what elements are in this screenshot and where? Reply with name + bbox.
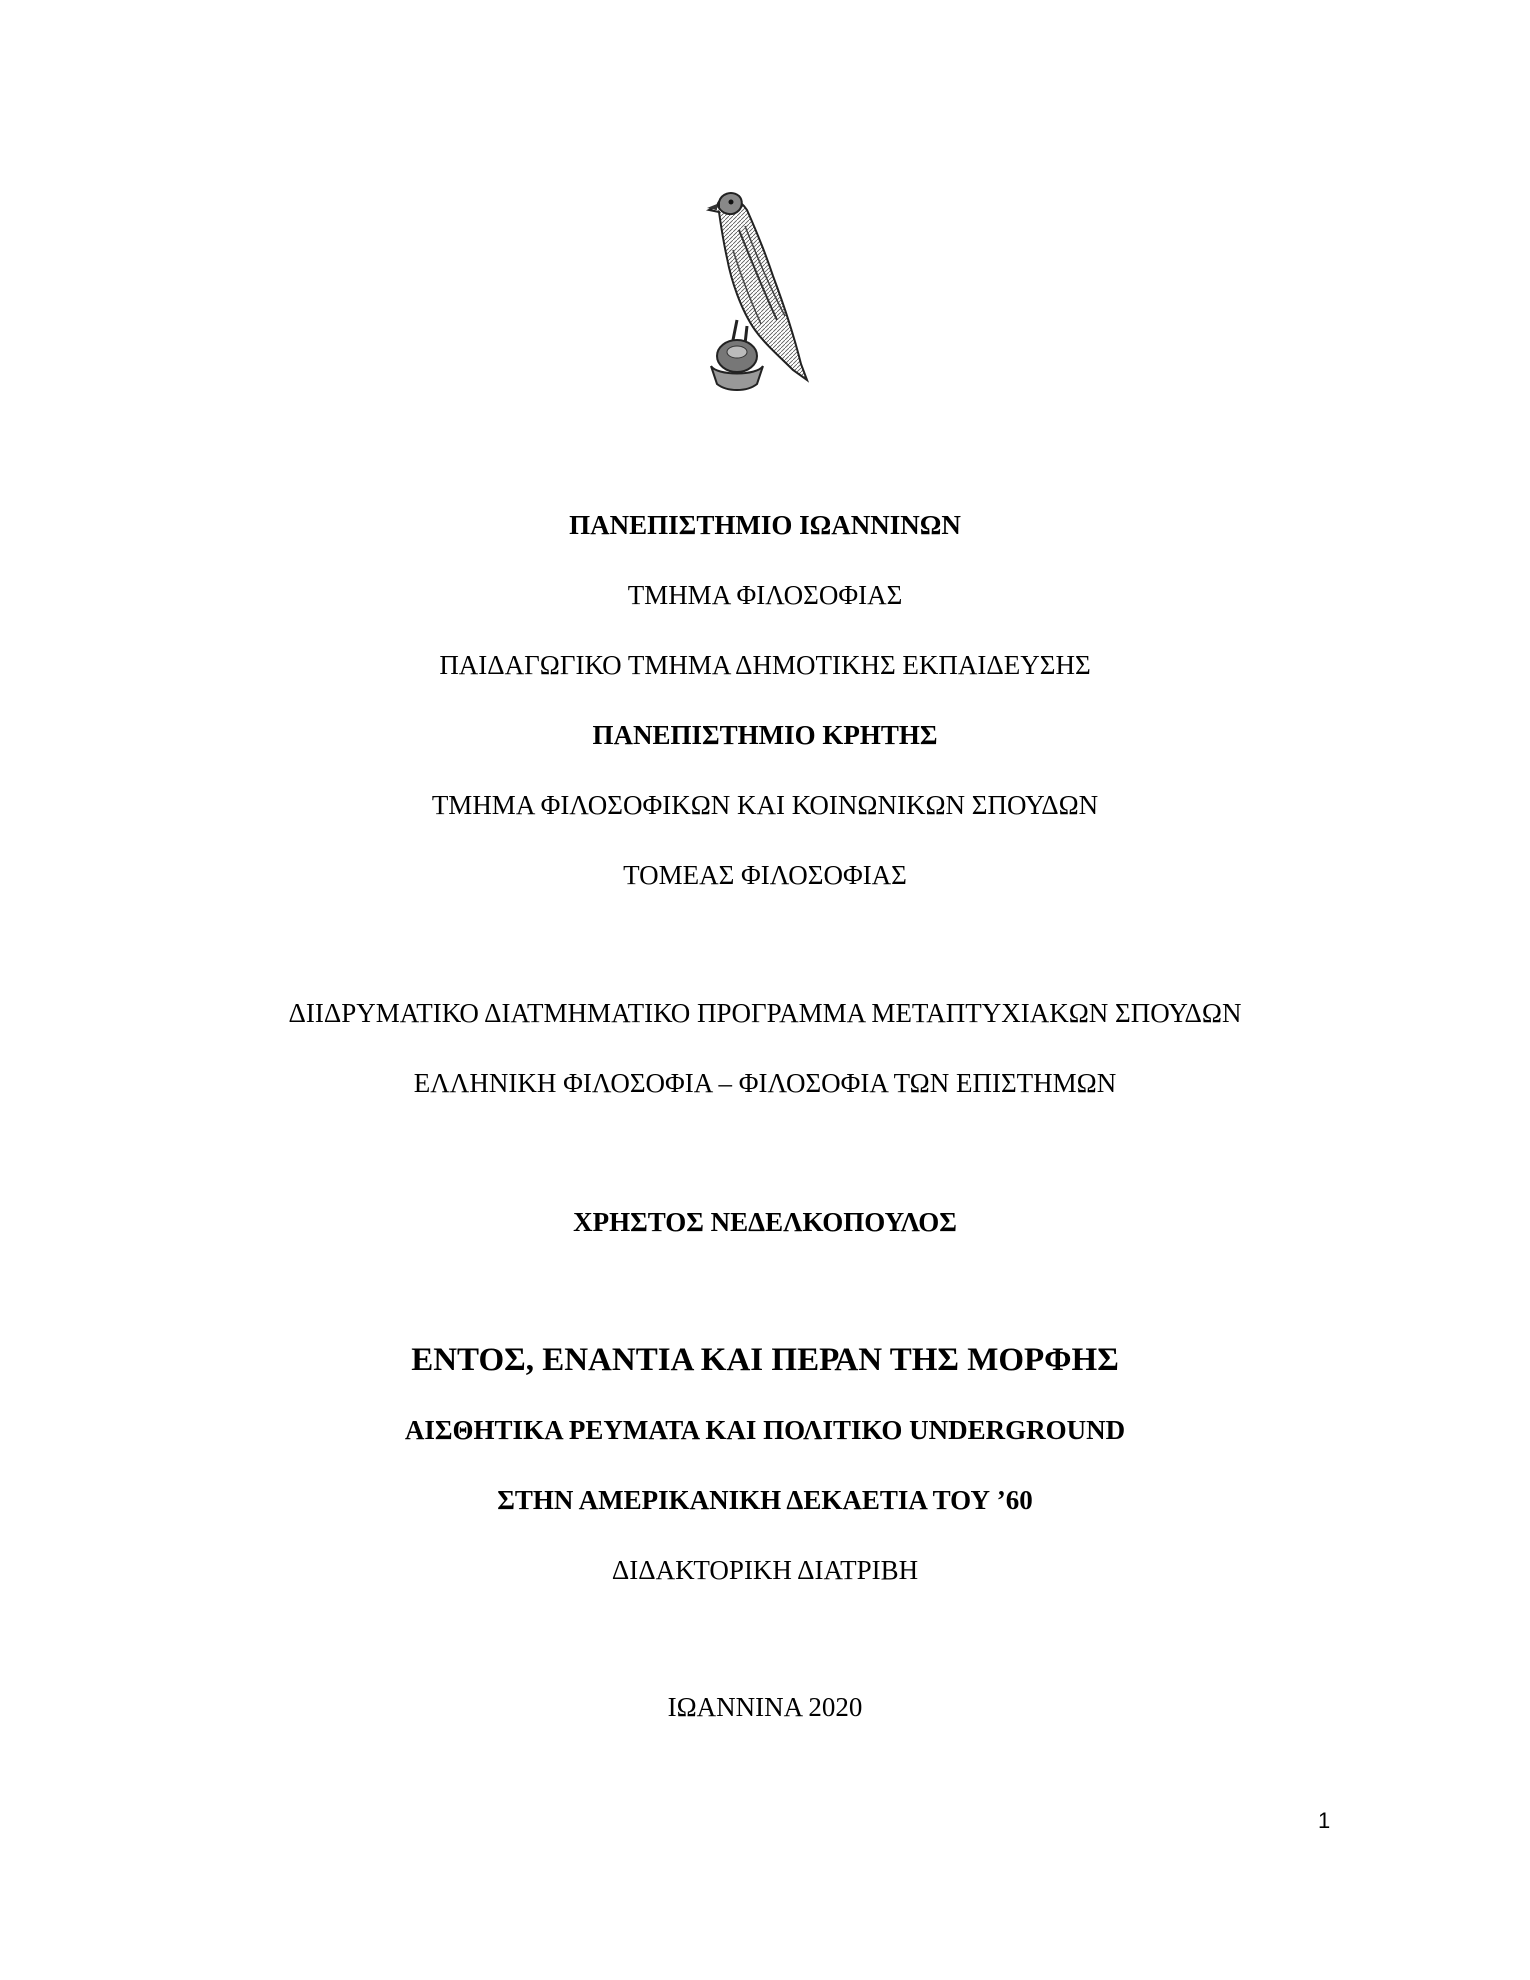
university-ioannina: ΠΑΝΕΠΙΣΤΗΜΙΟ ΙΩΑΝΝΙΝΩΝ xyxy=(569,510,961,540)
author-name: ΧΡΗΣΤΟΣ ΝΕΔΕΛΚΟΠΟΥΛΟΣ xyxy=(573,1207,957,1237)
thesis-subtitle-line-1: ΑΙΣΘΗΤΙΚΑ ΡΕΥΜΑΤΑ ΚΑΙ ΠΟΛΙΤΙΚΟ UNDERGROUND xyxy=(404,1415,1126,1445)
owl-emblem-icon xyxy=(697,180,837,400)
thesis-type: ΔΙΔΑΚΤΟΡΙΚΗ ΔΙΑΤΡΙΒΗ xyxy=(611,1555,919,1585)
university-crete: ΠΑΝΕΠΙΣΤΗΜΙΟ ΚΡΗΤΗΣ xyxy=(592,720,938,750)
department-pedagogy: ΠΑΙΔΑΓΩΓΙΚΟ ΤΜΗΜΑ ΔΗΜΟΤΙΚΗΣ ΕΚΠΑΙΔΕΥΣΗΣ xyxy=(439,650,1091,680)
sector-philosophy: ΤΟΜΕΑΣ ΦΙΛΟΣΟΦΙΑΣ xyxy=(623,860,907,890)
department-philosophy: ΤΜΗΜΑ ΦΙΛΟΣΟΦΙΑΣ xyxy=(627,580,903,610)
thesis-title: ΕΝΤΟΣ, ΕΝΑΝΤΙΑ ΚΑΙ ΠΕΡΑΝ ΤΗΣ ΜΟΡΦΗΣ xyxy=(411,1342,1119,1378)
page-number: 1 xyxy=(1318,1808,1331,1833)
place-year: ΙΩΑΝΝΙΝΑ 2020 xyxy=(667,1692,863,1722)
program-field: ΕΛΛΗΝΙΚΗ ΦΙΛΟΣΟΦΙΑ – ΦΙΛΟΣΟΦΙΑ ΤΩΝ ΕΠΙΣΤΗΜΩΝ xyxy=(413,1068,1117,1098)
program-name: ΔΙΙΔΡΥΜΑΤΙΚΟ ΔΙΑΤΜΗΜΑΤΙΚΟ ΠΡΟΓΡΑΜΜΑ ΜΕΤΑΠΤΥΧΙΑΚΩΝ ΣΠΟΥΔΩΝ xyxy=(288,998,1242,1028)
department-philosophical-social-studies: ΤΜΗΜΑ ΦΙΛΟΣΟΦΙΚΩΝ ΚΑΙ ΚΟΙΝΩΝΙΚΩΝ ΣΠΟΥΔΩΝ xyxy=(431,790,1099,820)
thesis-subtitle-line-2: ΣΤΗΝ ΑΜΕΡΙΚΑΝΙΚΗ ΔΕΚΑΕΤΙΑ ΤΟΥ ’60 xyxy=(497,1485,1033,1515)
